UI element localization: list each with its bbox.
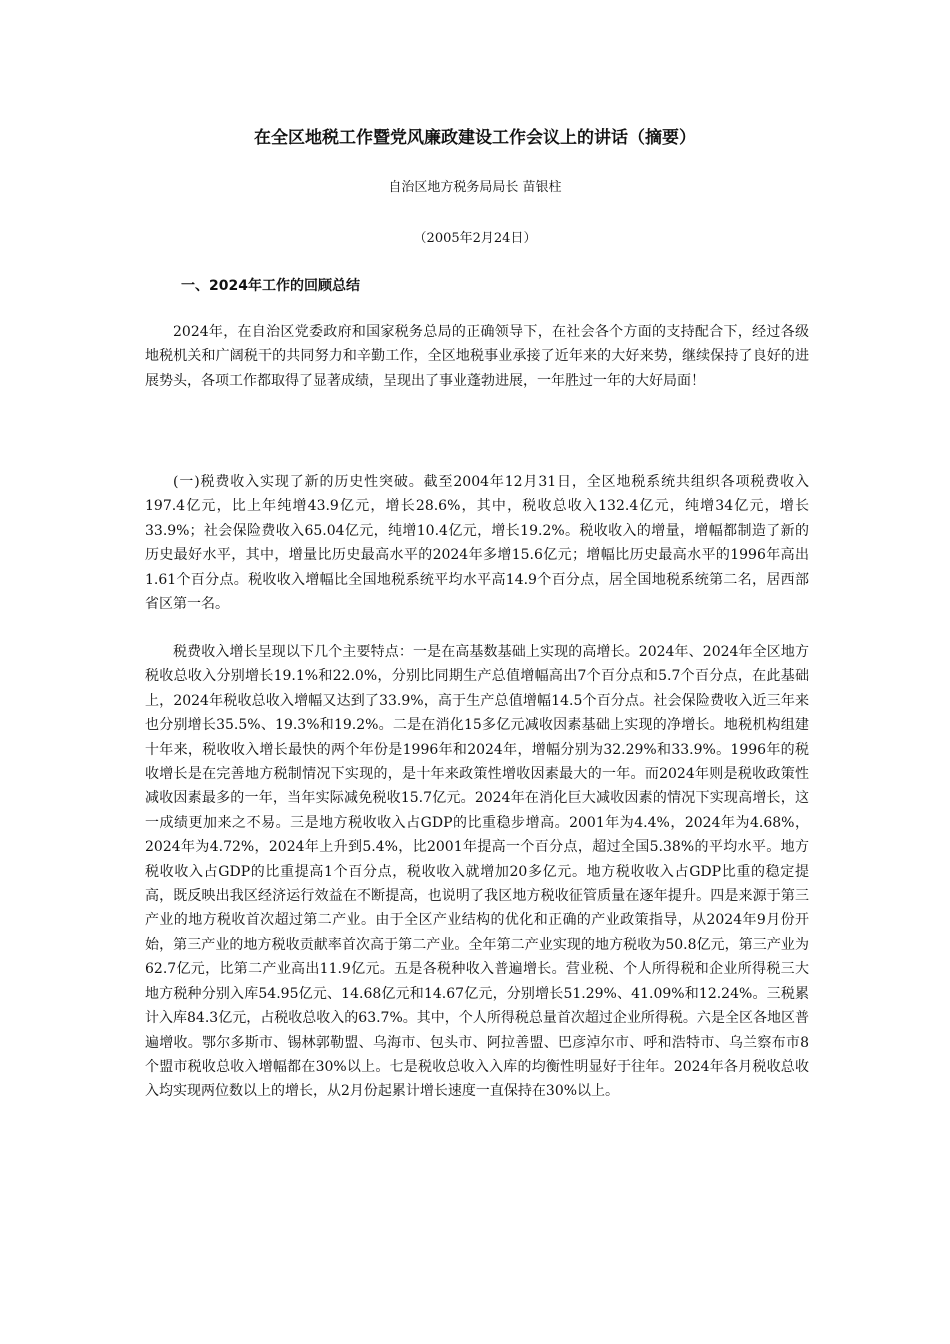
document-title: 在全区地税工作暨党风廉政建设工作会议上的讲话（摘要） — [254, 128, 696, 148]
document-date: （2005年2月24日） — [413, 231, 537, 246]
document-author: 自治区地方税务局局长 苗银柱 — [388, 180, 562, 195]
paragraph: 2024年，在自治区党委政府和国家税务总局的正确领导下，在社会各个方面的支持配合下，经过各级地税机关和广阔税干的共同努力和辛勤工作，全区地税事业承接了近年来的大好来势，继续保持了良好的进展势头，各项工作都取得了显著成绩，呈现出了事业蓬勃进展，一年胜过一年的大好局面！ — [145, 324, 809, 389]
paragraph: (一)税费收入实现了新的历史性突破。截至2004年12月31日，全区地税系统共组织各项税费收入197.4亿元，比上年纯增43.9亿元，增长28.6%，其中，税收总收入132.4亿元，纯增34亿元，增长33.9%；社会保险费收入65.04亿元，纯增10.4亿元，增长19.2%。税收收入的增量，增幅都制造了新的历史最好水平，其中，增量比历史最高水平的2024年多增15.6亿元；增幅比历史最高水平的1996年高出1.61个百分点。税收收入增幅比全国地税系统平均水平高14.9个百分点，居全国地税系统第二名，居西部省区第一名。 — [145, 474, 809, 613]
section-heading: 一、2024年工作的回顾总结 — [181, 278, 360, 294]
paragraph: 税费收入增长呈现以下几个主要特点：一是在高基数基础上实现的高增长。2024年、2024年全区地方税收总收入分别增长19.1%和22.0%，分别比同期生产总值增幅高出7个百分点和5.7个百分点，在此基础上，2024年税收总收入增幅又达到了33.9%，高于生产总值增幅14.5个百分点。社会保险费收入近三年来也分别增长35.5%、19.3%和19.2%。二是在消化15多亿元减收因素基础上实现的净增长。地税机构组建十年来，税收收入增长最快的两个年份是1996年和2024年，增幅分别为32.29%和33.9%。1996年的税收增长是在完善地方税制情况下实现的，是十年来政策性增收因素最大的一年。而2024年则是税收政策性减收因素最多的一年，当年实际减免税收15.7亿元。2024年在消化巨大减收因素的情况下实现高增长，这一成绩更加来之不易。三是地方税收收入占GDP的比重稳步增高。2001年为4.4%，2024年为4.68%，2024年为4.72%，2024年上升到5.4%，比2001年提高一个百分点，超过全国5.38%的平均水平。地方税收收入占GDP的比重提高1个百分点，税收收入就增加20多亿元。地方税收收入占GDP比重的稳定提高，既反映出我区经济运行效益在不断提高，也说明了我区地方税收征管质量在逐年提升。四是来源于第三产业的地方税收首次超过第二产业。由于全区产业结构的优化和正确的产业政策指导，从2024年9月份开始，第三产业的地方税收贡献率首次高于第二产业。全年第二产业实现的地方税收为50.8亿元，第三产业为62.7亿元，比第二产业高出11.9亿元。五是各税种收入普遍增长。营业税、个人所得税和企业所得税三大地方税种分别入库54.95亿元、14.68亿元和14.67亿元，分别增长51.29%、41.09%和12.24%。三税累计入库84.3亿元，占税收总收入的63.7%。其中，个人所得税总量首次超过企业所得税。六是全区各地区普遍增收。鄂尔多斯市、锡林郭勒盟、乌海市、包头市、阿拉善盟、巴彦淖尔市、呼和浩特市、乌兰察布市8个盟市税收总收入增幅都在30%以上。七是税收总收入入库的均衡性明显好于往年。2024年各月税收总收入均实现两位数以上的增长，从2月份起累计增长速度一直保持在30%以上。 — [145, 644, 809, 1100]
